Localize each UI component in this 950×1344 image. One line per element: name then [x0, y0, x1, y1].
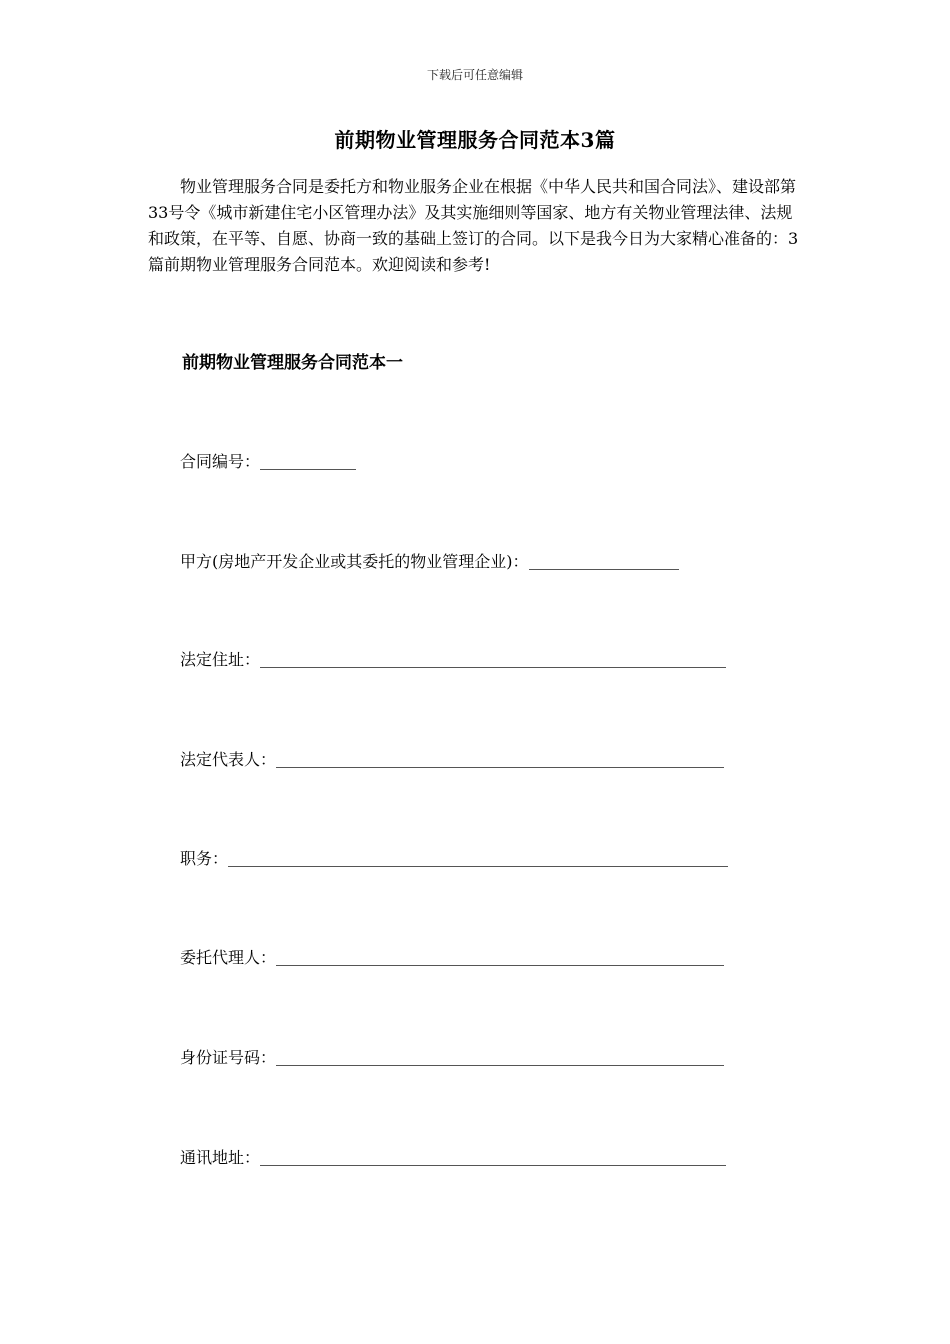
intro-paragraph: 物业管理服务合同是委托方和物业服务企业在根据《中华人民共和国合同法》、建设部第33号令《城市新建住宅小区管理办法》及其实施细则等国家、地方有关物业管理法律、法规和政策，在平等、自愿、协商一致的基础上签订的合同。以下是我今日为大家精心准备的：3篇前期物业管理服务合同范本。欢迎阅读和参考!: [148, 177, 799, 274]
contract-number-label: 合同编号：: [180, 452, 261, 471]
authorized-agent-field: [180, 946, 724, 970]
mailing-address-field: [180, 1146, 726, 1170]
authorized-agent-label: 委托代理人：: [180, 948, 277, 967]
legal-address-blank[interactable]: [260, 649, 726, 668]
mailing-address-label: 通讯地址：: [180, 1148, 261, 1167]
document-title: 前期物业管理服务合同范本3篇: [334, 128, 616, 152]
id-number-field: [180, 1046, 724, 1070]
contract-number-field: [180, 450, 356, 474]
mailing-address-blank[interactable]: [260, 1147, 726, 1166]
position-field: [180, 847, 728, 871]
header-note: 下载后可任意编辑: [426, 68, 523, 82]
legal-representative-field: [180, 748, 724, 772]
id-number-blank[interactable]: [276, 1047, 724, 1066]
party-a-label: 甲方(房地产开发企业或其委托的物业管理企业)：: [180, 552, 529, 571]
party-a-field: [180, 550, 679, 574]
legal-representative-label: 法定代表人：: [180, 750, 277, 769]
position-blank[interactable]: [228, 848, 728, 867]
legal-address-label: 法定住址：: [180, 650, 261, 669]
section-heading: 前期物业管理服务合同范本一: [182, 353, 403, 373]
position-label: 职务：: [180, 849, 229, 868]
legal-address-field: [180, 648, 726, 672]
legal-representative-blank[interactable]: [276, 749, 724, 768]
party-a-blank[interactable]: [529, 551, 679, 570]
id-number-label: 身份证号码：: [180, 1048, 277, 1067]
authorized-agent-blank[interactable]: [276, 947, 724, 966]
contract-number-blank[interactable]: [260, 451, 356, 470]
